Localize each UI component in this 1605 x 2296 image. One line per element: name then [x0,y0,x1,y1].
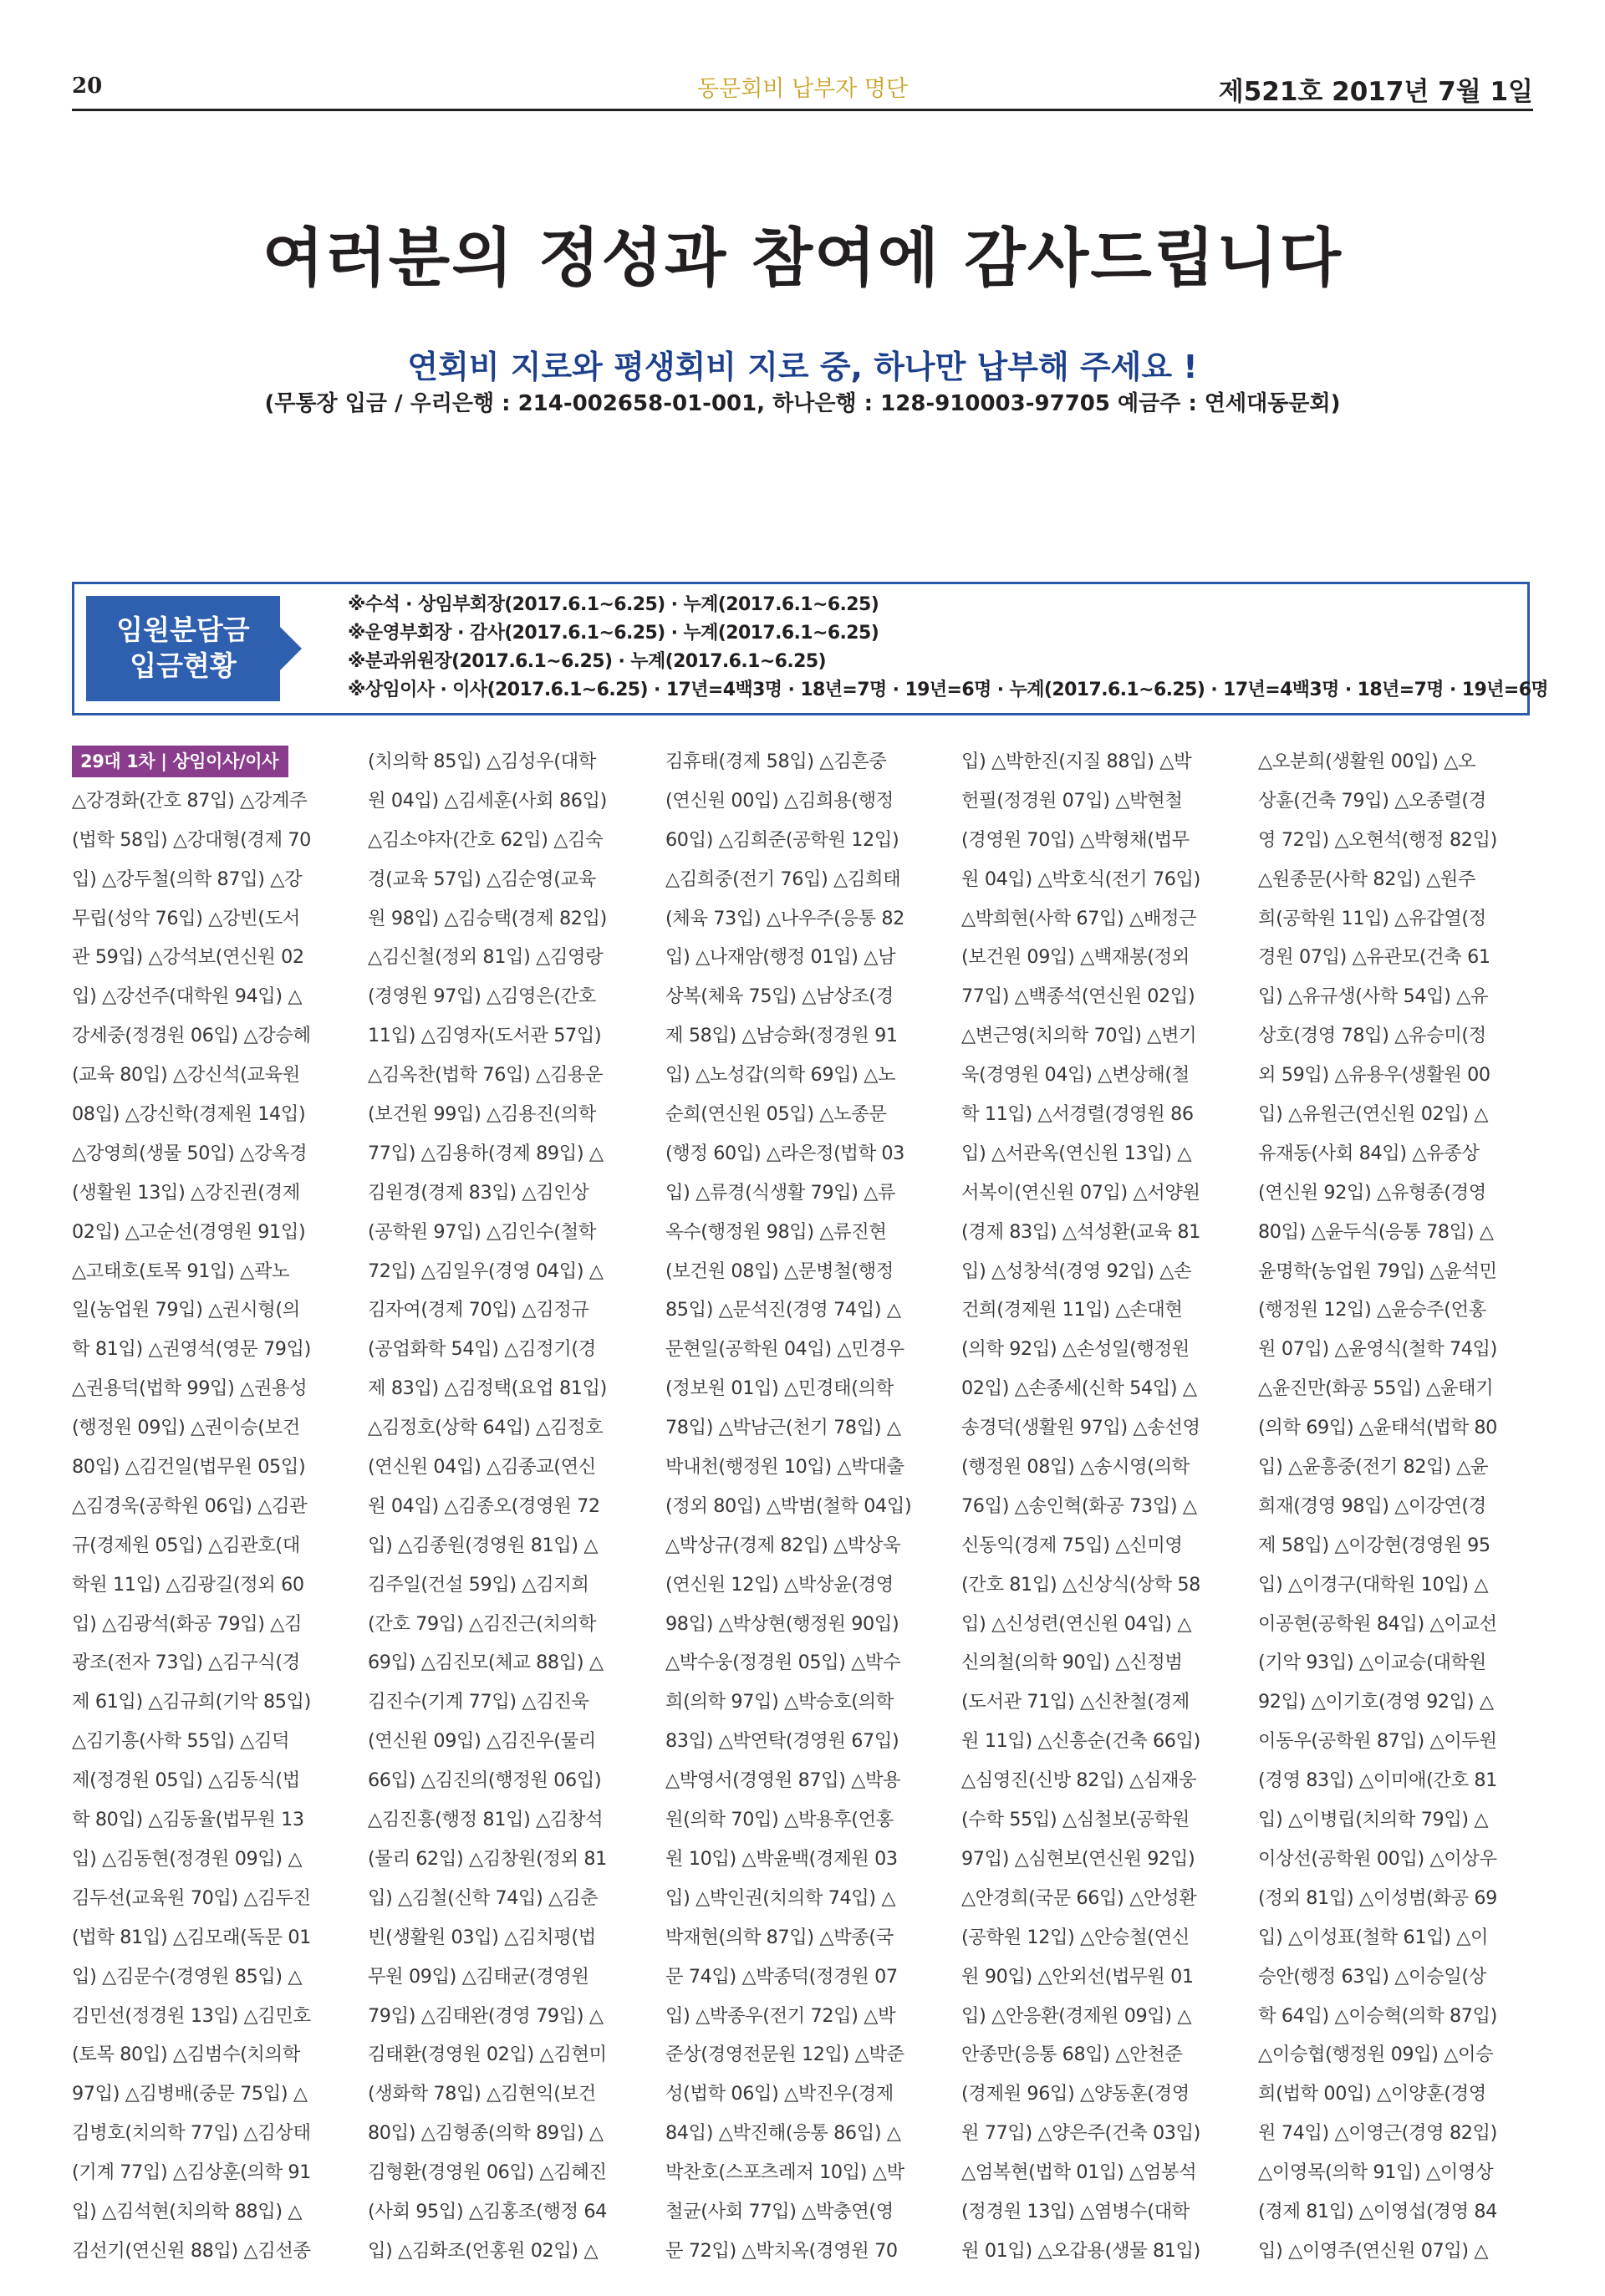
donor-line: 84입) △박진해(응통 86입) △ [665,2122,901,2145]
donor-line: (보건원 09입) △백재봉(정외 [961,946,1190,969]
note-line: ※운영부회장 · 감사(2017.6.1~6.25) · 누계(2017.6.1~6.25) [348,623,879,644]
donor-column-5 [1258,742,1539,2271]
donor-line: 문 74입) △박종덕(정경원 07 [665,1965,898,1988]
category-badge: 29대 1차 | 상임이사/이사 [72,746,288,777]
donor-line: 79입) △김태완(경영 79입) △ [368,2004,604,2027]
donor-line: 영 72입) △오현석(행정 82입) [1258,828,1497,851]
donor-line: 입) △김석현(치의학 88입) △ [72,2200,303,2222]
header-rule [72,109,1533,111]
donor-line: (기악 93입) △이교승(대학원 [1258,1652,1486,1674]
donor-line: 입) △서관옥(연신원 13입) △ [961,1142,1192,1164]
donor-line: (연신원 09입) △김진우(물리 [368,1730,596,1753]
donor-line: 학 11입) △서경렬(경영원 86 [961,1103,1194,1126]
donor-line: △권용덕(법학 99입) △권용성 [72,1377,308,1400]
donor-line: 희재(경영 98입) △이강연(경 [1258,1494,1486,1517]
donor-line: △심영진(신방 82입) △심재웅 [961,1769,1197,1792]
donor-line: 관 59입) △강석보(연신원 02 [72,946,304,969]
donor-line: 입) △강두철(의학 87입) △강 [72,868,303,890]
donor-line: 이상선(공학원 00입) △이상우 [1258,1847,1497,1870]
donor-line: 희(공학원 11입) △유갑열(정 [1258,907,1486,929]
donor-line: (경제 83입) △석성환(교육 81 [961,1220,1200,1243]
donor-line: 빈(생활원 03입) △김치평(법 [368,1926,596,1948]
donor-line: (정보원 01입) △민경태(의학 [665,1377,894,1400]
donor-line: (공업화학 54입) △김정기(경 [368,1338,596,1361]
donor-line: 입) △김화조(언홍원 02입) △ [368,2239,599,2262]
donor-line: (연신원 00입) △김희용(행정 [665,789,894,812]
donor-line: (간호 79입) △김진근(치의학 [368,1612,596,1635]
donor-line: 희(법학 00입) △이양훈(경영 [1258,2083,1486,2105]
donor-line: 윤명학(농업원 79입) △윤석민 [1258,1260,1497,1282]
headline: 여러분의 정성과 참여에 감사드립니다 [262,221,1343,295]
donor-line: (보건원 99입) △김용진(의학 [368,1103,596,1126]
donor-line: 02입) △고순선(경영원 91입) [72,1220,306,1243]
donor-line: 입) △윤흥중(전기 82입) △윤 [1258,1456,1489,1479]
donor-line: (교육 80입) △강신석(교육원 [72,1064,300,1087]
donor-line: 학 80입) △김동율(법무원 13 [72,1809,304,1831]
donor-line: △고태호(토목 91입) △곽노 [72,1260,290,1282]
donor-line: (수학 55입) △심철보(공학원 [961,1809,1190,1831]
donor-line: 11입) △김영자(도서관 57입) [368,1025,602,1047]
donor-line: 상호(경영 78입) △유승미(정 [1258,1025,1486,1047]
donor-line: 92입) △이기호(경영 92입) △ [1258,1691,1494,1713]
donor-line: 무립(성악 76입) △강빈(도서 [72,907,300,929]
donor-line: 김진수(기계 77입) △김진욱 [368,1691,589,1713]
donor-line: (정경원 13입) △염병수(대학 [961,2200,1190,2222]
donor-line: 김원경(경제 83입) △김인상 [368,1181,589,1204]
donor-line: △엄복현(법학 01입) △엄봉석 [961,2161,1197,2184]
donor-line: 김형환(경영원 06입) △김혜진 [368,2161,607,2184]
donor-line: 76입) △송인혁(화공 73입) △ [961,1494,1197,1517]
donor-line: 박재현(의학 87입) △박종(국 [665,1926,894,1948]
donor-line: (경제원 96입) △양동훈(경영 [961,2083,1190,2105]
donor-line: △변근영(치의학 70입) △변기 [961,1025,1197,1047]
donor-line: 김주일(건설 59입) △김지희 [368,1573,589,1596]
donor-line: 송경덕(생활원 97입) △송선영 [961,1417,1200,1439]
page-number: 20 [72,74,103,99]
donor-line: 66입) △김진의(행정원 06입) [368,1769,602,1792]
donor-line: △김정호(상학 64입) △김정호 [368,1417,604,1439]
donor-line: (공학원 12입) △안승철(연신 [961,1926,1190,1948]
donor-line: 이공현(공학원 84입) △이교선 [1258,1612,1497,1635]
donor-line: 97입) △심현보(연신원 92입) [961,1847,1195,1870]
donor-line: 신의철(의학 90입) △신정범 [961,1652,1183,1674]
donor-line: 상복(체육 75입) △남상조(경 [665,985,894,1008]
donor-line: 입) △안응환(경제원 09입) △ [961,2004,1192,2027]
donor-line: △김진흥(행정 81입) △김창석 [368,1809,604,1831]
donor-line: 입) △이영주(연신원 07입) △ [1258,2239,1489,2262]
donor-line: (경영 83입) △이미애(간호 81 [1258,1769,1497,1792]
donor-line: 원 10입) △박윤백(경제원 03 [665,1847,898,1870]
donor-line: (토목 80입) △김범수(치의학 [72,2044,300,2066]
donor-line: 순희(연신원 05입) △노종문 [665,1103,887,1126]
donor-line: 준상(경영전문원 12입) △박준 [665,2044,904,2066]
donor-line: 입) △성창석(경영 92입) △손 [961,1260,1192,1282]
donor-line: △강영희(생물 50입) △강옥경 [72,1142,308,1164]
donor-line: 60입) △김희준(공학원 12입) [665,828,899,851]
donor-line: 입) △이경구(대학원 10입) △ [1258,1573,1489,1596]
bank-account-info: (무통장 입금 / 우리은행 : 214-002658-01-001, 하나은행 : 128-910003-97705 예금주 : 연세대동문회) [264,391,1341,416]
donor-line: 08입) △강신학(경제원 14입) [72,1103,306,1126]
donor-line: 헌필(정경원 07입) △박현철 [961,789,1183,812]
donor-line: 김민선(정경원 13입) △김민호 [72,2004,311,2027]
donor-line: (정외 80입) △박범(철학 04입) [665,1494,912,1517]
donor-line: △강경화(간호 87입) △강계주 [72,789,308,812]
donor-line: 김선기(연신원 88입) △김선종 [72,2239,311,2262]
section-title: 동문회비 납부자 명단 [697,76,908,102]
donor-line: 원 74입) △이영근(경영 82입) [1258,2122,1497,2145]
donor-line: (연신원 12입) △박상윤(경영 [665,1573,894,1596]
donor-line: 문 72입) △박치옥(경영원 70 [665,2239,898,2262]
donor-line: 입) △김동현(정경원 09입) △ [72,1847,303,1870]
donor-line: △박희현(사학 67입) △배정근 [961,907,1197,929]
donor-line: 강세중(정경원 06입) △강승혜 [72,1025,311,1047]
donor-line: 원 04입) △김종오(경영원 72 [368,1494,600,1517]
donor-line: 승안(행정 63입) △이승일(상 [1258,1965,1486,1988]
donor-line: △김희중(전기 76입) △김희태 [665,868,901,890]
donor-line: △김옥찬(법학 76입) △김용운 [368,1064,604,1087]
donor-line: 원 77입) △양은주(건축 03입) [961,2122,1200,2145]
donor-line: (행정원 09입) △권이승(보건 [72,1417,300,1439]
tag-line-1: 임원분담금 [116,613,250,647]
donor-line: △박영서(경영원 87입) △박용 [665,1769,901,1792]
donor-line: (의학 92입) △손성일(행정원 [961,1338,1190,1361]
donor-line: △김신철(정외 81입) △김영랑 [368,946,604,969]
donor-line: 97입) △김병배(중문 75입) △ [72,2083,308,2105]
donor-line: 옥수(행정원 98입) △류진현 [665,1220,887,1243]
donor-line: 77입) △백종석(연신원 02입) [961,985,1195,1008]
donor-line: 외 59입) △유용우(생활원 00 [1258,1064,1490,1087]
donor-line: 원 98입) △김승택(경제 82입) [368,907,607,929]
donor-line: △박수웅(정경원 05입) △박수 [665,1652,901,1674]
donor-line: 건희(경제원 11입) △손대현 [961,1299,1183,1321]
donor-line: 이동우(공학원 87입) △이두원 [1258,1730,1497,1753]
donor-line: (행정 60입) △라은정(법학 03 [665,1142,904,1164]
donor-line: △오분희(생활원 00입) △오 [1258,751,1476,772]
donor-line: 경원 07입) △유관모(건축 61 [1258,946,1490,969]
donor-line: 제 61입) △김규희(기악 85입) [72,1691,311,1713]
donor-column-3 [665,742,946,2271]
donor-line: 문현일(공학원 04입) △민경우 [665,1338,904,1361]
donor-line: (법학 81입) △김모래(독문 01 [72,1926,311,1948]
donor-line: 98입) △박상현(행정원 90입) [665,1612,899,1635]
note-line: ※상임이사 · 이사(2017.6.1~6.25) · 17년=4백3명 · 18년=7명 · 19년=6명 · 누계(2017.6.1~6.25) · 17년=4백3명 · 18년=7명 · 19년=6명 [348,680,1549,700]
donor-line: 원 04입) △박호식(전기 76입) [961,868,1200,890]
donor-line: 입) △나재암(행정 01입) △남 [665,946,896,969]
donor-line: 광조(전자 73입) △김구식(경 [72,1652,300,1674]
donor-line: 일(농업원 79입) △권시형(의 [72,1299,300,1321]
donor-line: (도서관 71입) △신찬철(경제 [961,1691,1190,1713]
subheadline: 연회비 지로와 평생회비 지로 중, 하나만 납부해 주세요 ! [407,349,1198,385]
donor-line: (간호 81입) △신상식(상학 58 [961,1573,1200,1596]
donor-line: (경영원 97입) △김영은(간호 [368,985,596,1008]
donor-line: (사회 95입) △김홍조(행정 64 [368,2200,607,2222]
donor-line: 입) △박한진(지질 88입) △박 [961,751,1192,772]
donor-line: 경(교육 57입) △김순영(교육 [368,868,596,890]
donor-line: 원 07입) △윤영식(철학 74입) [1258,1338,1497,1361]
donor-line: △이승협(행정원 09입) △이승 [1258,2044,1494,2066]
donor-line: 김병호(치의학 77입) △김상태 [72,2122,311,2145]
donor-line: 입) △박인권(치의학 74입) △ [665,1886,896,1909]
donor-line: 김자여(경제 70입) △김정규 [368,1299,589,1321]
issue-date: 제521호 2017년 7월 1일 [1218,77,1533,107]
donor-line: 77입) △김용하(경제 89입) △ [368,1142,604,1164]
donor-line: (경제 81입) △이영섭(경영 84 [1258,2200,1497,2222]
donor-line: (치의학 85입) △김성우(대학 [368,751,596,772]
donor-line: 제 58입) △이강현(경영원 95 [1258,1534,1490,1556]
donor-line: 입) △유규생(사학 54입) △유 [1258,985,1489,1008]
donor-line: 김휴태(경제 58입) △김흔중 [665,751,887,772]
note-line: ※분과위원장(2017.6.1~6.25) · 누계(2017.6.1~6.25) [348,651,826,672]
donor-line: △박상규(경제 82입) △박상욱 [665,1534,901,1556]
donor-line: 상휸(건축 79입) △오종렬(경 [1258,789,1486,812]
donor-line: 제(정경원 05입) △김동식(법 [72,1769,300,1792]
donor-line: 입) △김종원(경영원 81입) △ [368,1534,599,1556]
donor-line: (행정원 08입) △송시영(의학 [961,1456,1190,1479]
donor-line: 80입) △김형종(의학 89입) △ [368,2122,604,2145]
donor-line: (생화학 78입) △김현익(보건 [368,2083,596,2105]
donor-line: 83입) △박연탁(경영원 67입) [665,1730,899,1753]
status-notes [348,591,1549,705]
tag-line-2: 입금현황 [130,649,237,682]
donor-line: 학 64입) △이승혁(의학 87입) [1258,2004,1497,2027]
donor-column-2 [368,742,649,2271]
donor-line: (기계 77입) △김상훈(의학 91 [72,2161,311,2184]
donor-line: 제 83입) △김정택(요업 81입) [368,1377,607,1400]
donor-line: 78입) △박남근(천기 78입) △ [665,1417,901,1439]
donor-line: 학원 11입) △김광길(정외 60 [72,1573,304,1596]
donor-line: 입) △김광석(화공 79입) △김 [72,1612,303,1635]
donor-line: (법학 58입) △강대형(경제 70 [72,828,311,851]
donor-line: 신동익(경제 75입) △신미영 [961,1534,1183,1556]
donor-line: △이영목(의학 91입) △이영상 [1258,2161,1494,2184]
page-header [72,70,1533,109]
donor-line: 원(의학 70입) △박용후(언홍 [665,1809,894,1831]
donor-line: (의학 69입) △윤태석(법학 80 [1258,1417,1497,1439]
donor-line: 김태환(경영원 02입) △김현미 [368,2044,607,2066]
donor-line: 학 81입) △권영석(영문 79입) [72,1338,311,1361]
donor-line: 입) △박종우(전기 72입) △박 [665,2004,896,2027]
donor-line: 안종만(응통 68입) △안천준 [961,2044,1183,2066]
donor-line: 욱(경영원 04입) △변상해(철 [961,1064,1190,1087]
donor-line: 박내천(행정원 10입) △박대출 [665,1456,904,1479]
donor-line: 제 58입) △남승화(정경원 91 [665,1025,898,1047]
donor-line: △안경희(국문 66입) △안성환 [961,1886,1197,1909]
payment-status-box [72,582,1549,715]
donor-line: △원종문(사학 82입) △원주 [1258,868,1476,890]
donor-line: 입) △신성련(연신원 04입) △ [961,1612,1192,1635]
donor-line: 85입) △문석진(경영 74입) △ [665,1299,901,1321]
donor-line: 80입) △김건일(법무원 05입) [72,1456,306,1479]
donor-line: 입) △강선주(대학원 94입) △ [72,985,303,1008]
donor-line: 원 90입) △안외선(법무원 01 [961,1965,1194,1988]
donor-line: (보건원 08입) △문병철(행정 [665,1260,894,1282]
status-tag [86,596,280,701]
donor-line: △김소야자(간호 62입) △김숙 [368,828,604,851]
donor-line: 입) △류경(식생활 79입) △류 [665,1181,896,1204]
donor-line: (연신원 04입) △김종교(연신 [368,1456,596,1479]
donor-line: 입) △노성갑(의학 69입) △노 [665,1064,896,1087]
donor-line: 김두선(교육원 70입) △김두진 [72,1886,311,1909]
donor-line: (연신원 92입) △유형종(경영 [1258,1181,1486,1204]
category-line [72,742,353,781]
donor-column-4 [961,742,1242,2271]
donor-line: 규(경제원 05입) △김관호(대 [72,1534,300,1556]
donor-line: 입) △김철(신학 74입) △김춘 [368,1886,599,1909]
donor-line: 서복이(연신원 07입) △서양원 [961,1181,1200,1204]
donor-line: (행정원 12입) △윤승주(언홍 [1258,1299,1486,1321]
donor-line: 원 01입) △오갑용(생물 81입) [961,2239,1200,2262]
donor-line: △윤진만(화공 55입) △윤태기 [1258,1377,1494,1400]
donor-line: 입) △김문수(경영원 85입) △ [72,1965,303,1988]
donor-line: 박찬호(스포츠레저 10입) △박 [665,2161,904,2184]
donor-line: (체육 73입) △나우주(응통 82 [665,907,904,929]
donor-line: 유재동(사회 84입) △유종상 [1258,1142,1480,1164]
donor-line: (물리 62입) △김창원(정외 81 [368,1847,607,1870]
donor-line: (정외 81입) △이성범(화공 69 [1258,1886,1497,1909]
donor-column-1 [72,742,353,2271]
donor-line: 희(의학 97입) △박승호(의학 [665,1691,894,1713]
donor-line: 철균(사회 77입) △박충연(영 [665,2200,894,2222]
donor-line: 입) △이병립(치의학 79입) △ [1258,1809,1489,1831]
donor-line: 02입) △손종세(신학 54입) △ [961,1377,1197,1400]
donor-line: 입) △이성표(철학 61입) △이 [1258,1926,1489,1948]
donor-line: 69입) △김진모(체교 88입) △ [368,1652,604,1674]
donor-line: 성(법학 06입) △박진우(경제 [665,2083,894,2105]
donor-line: 원 04입) △김세훈(사회 86입) [368,789,607,812]
donor-line: 80입) △윤두식(응통 78입) △ [1258,1220,1494,1243]
donor-line: (공학원 97입) △김인수(철학 [368,1220,596,1243]
donor-line: (경영원 70입) △박형채(법무 [961,828,1190,851]
donor-line: △김기흥(사학 55입) △김덕 [72,1730,290,1753]
donor-line: (생활원 13입) △강진권(경제 [72,1181,300,1204]
donor-line: 원 11입) △신흥순(건축 66입) [961,1730,1200,1753]
donor-line: △김경욱(공학원 06입) △김관 [72,1494,308,1517]
donor-line: 무원 09입) △김태균(경영원 [368,1965,589,1988]
note-line: ※수석 · 상임부회장(2017.6.1~6.25) · 누계(2017.6.1~6.25) [348,594,879,615]
donor-line: 입) △유원근(연신원 02입) △ [1258,1103,1489,1126]
donor-line: 72입) △김일우(경영 04입) △ [368,1260,604,1282]
